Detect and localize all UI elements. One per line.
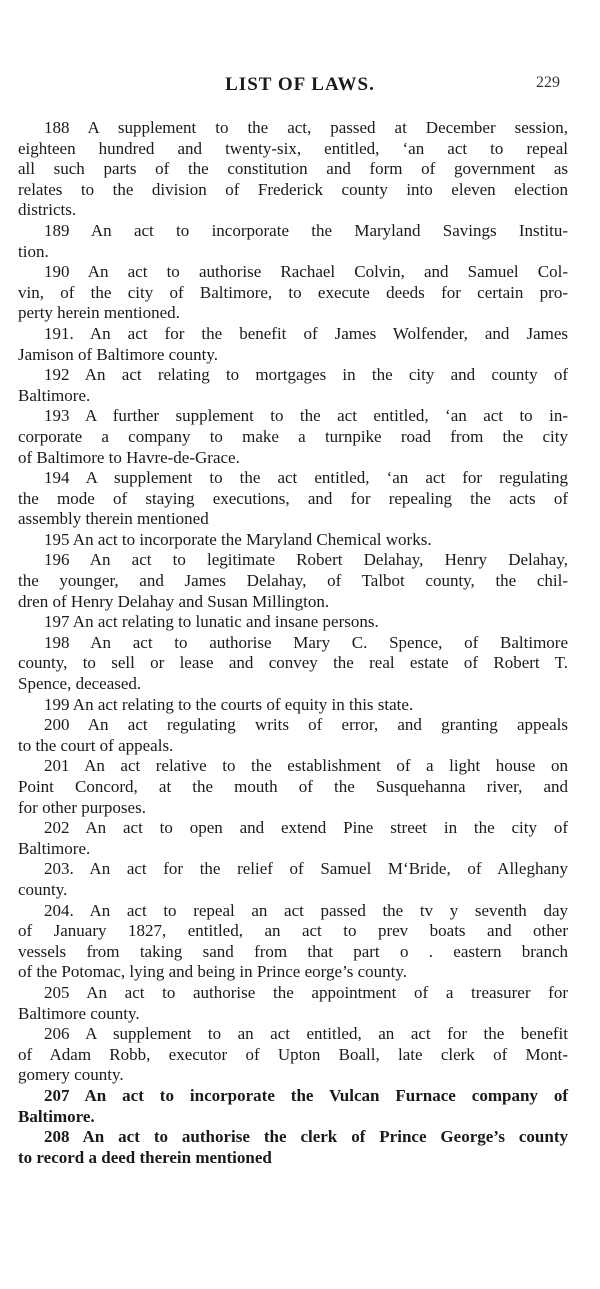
law-entry-line: 206 A supplement to an act entitled, an act for the benefit [44, 1024, 568, 1044]
law-entry-line: of the Potomac, lying and being in Prince eorge’s county. [18, 962, 408, 982]
law-entry [18, 262, 568, 324]
law-entry-line: districts. [18, 200, 77, 220]
law-entry-line: relates to the division of Frederick county into eleven election [18, 179, 568, 199]
law-entry [18, 221, 568, 262]
law-entry-line: assembly therein mentioned [18, 509, 209, 529]
law-entry-line: 203. An act for the relief of Samuel M‘Bride, of Alleghany [44, 859, 568, 879]
law-entry [18, 1024, 568, 1086]
law-entry-line: 208 An act to authorise the clerk of Prince George’s county [44, 1127, 568, 1147]
law-entry-line: 195 An act to incorporate the Maryland Chemical works. [44, 529, 432, 549]
law-entry [18, 1127, 568, 1168]
law-entry-line: vessels from taking sand from that part o . eastern branch [18, 941, 568, 961]
law-entry-line: for other purposes. [18, 797, 146, 817]
law-entry-line: 201 An act relative to the establishment of a light house on [44, 756, 568, 776]
law-entry-line: of Baltimore to Havre-de-Grace. [18, 447, 240, 467]
law-entry-line: Spence, deceased. [18, 674, 142, 694]
law-list [18, 118, 568, 1168]
law-entry [18, 695, 568, 716]
law-entry-line: 200 An act regulating writs of error, and granting appeals [44, 715, 568, 735]
law-entry [18, 530, 568, 551]
law-entry-line: 199 An act relating to the courts of equity in this state. [44, 694, 414, 714]
law-entry-line: Baltimore. [18, 838, 91, 858]
law-entry [18, 1086, 568, 1127]
law-entry-line: 193 A further supplement to the act entitled, ‘an act to in- [44, 406, 568, 426]
law-entry-line: 207 An act to incorporate the Vulcan Furnace company of [44, 1085, 568, 1105]
law-entry-line: corporate a company to make a turnpike road from the city [18, 426, 568, 446]
law-entry-line: the younger, and James Delahay, of Talbot county, the chil- [18, 571, 568, 591]
law-entry-line: 202 An act to open and extend Pine street in the city of [44, 818, 568, 838]
law-entry [18, 406, 568, 468]
law-entry-line: 188 A supplement to the act, passed at December session, [44, 118, 568, 137]
law-entry-line: 194 A supplement to the act entitled, ‘an act for regulating [44, 468, 568, 488]
law-entry-line: 192 An act relating to mortgages in the city and county of [44, 365, 568, 385]
law-entry-line: 198 An act to authorise Mary C. Spence, of Baltimore [44, 632, 568, 652]
law-entry-line: 191. An act for the benefit of James Wolfender, and James [44, 323, 568, 343]
law-entry [18, 633, 568, 695]
law-entry-line: county. [18, 879, 68, 899]
law-entry [18, 118, 568, 221]
law-entry [18, 324, 568, 365]
law-entry [18, 715, 568, 756]
law-entry [18, 756, 568, 818]
law-entry [18, 901, 568, 983]
law-entry [18, 859, 568, 900]
law-entry-line: 197 An act relating to lunatic and insane persons. [44, 612, 379, 632]
law-entry-line: Point Concord, at the mouth of the Susquehanna river, and [18, 777, 568, 796]
law-entry-line: tion. [18, 241, 49, 261]
law-entry [18, 818, 568, 859]
law-entry-line: dren of Henry Delahay and Susan Millington. [18, 591, 330, 611]
law-entry-line: Baltimore. [18, 1106, 95, 1126]
law-entry-line: 204. An act to repeal an act passed the tv y seventh day [44, 900, 568, 920]
law-entry [18, 365, 568, 406]
law-entry-line: vin, of the city of Baltimore, to execute deeds for certain pro- [18, 282, 568, 302]
law-entry [18, 612, 568, 633]
law-entry-line: 196 An act to legitimate Robert Delahay, Henry Delahay, [44, 550, 568, 570]
law-entry-line: 189 An act to incorporate the Maryland Savings Institu- [44, 220, 568, 240]
law-entry-line: Baltimore county. [18, 1003, 140, 1023]
law-entry-line: the mode of staying executions, and for repealing the acts of [18, 488, 568, 508]
page-number: 229 [536, 74, 560, 91]
law-entry-line: to the court of appeals. [18, 735, 174, 755]
law-entry-line: Baltimore. [18, 385, 91, 405]
law-entry [18, 468, 568, 530]
law-entry-line: 190 An act to authorise Rachael Colvin, and Samuel Col- [44, 262, 568, 282]
law-entry-line: all such parts of the constitution and form of government as [18, 159, 568, 179]
page-title: LIST OF LAWS. [225, 74, 375, 95]
law-entry [18, 983, 568, 1024]
law-entry-line: gomery county. [18, 1065, 124, 1085]
law-entry [18, 550, 568, 612]
law-entry-line: Jamison of Baltimore county. [18, 344, 219, 364]
law-entry-line: eighteen hundred and twenty-six, entitled, ‘an act to repeal [18, 138, 568, 158]
law-entry-line: county, to sell or lease and convey the real estate of Robert T. [18, 653, 568, 673]
law-entry-line: to record a deed therein mentioned [18, 1147, 272, 1167]
law-entry-line: of Adam Robb, executor of Upton Boall, late clerk of Mont- [18, 1044, 568, 1064]
law-entry-line: of January 1827, entitled, an act to prev boats and other [18, 921, 568, 941]
law-entry-line: perty herein mentioned. [18, 303, 180, 323]
law-entry-line: 205 An act to authorise the appointment of a treasurer for [44, 982, 568, 1002]
